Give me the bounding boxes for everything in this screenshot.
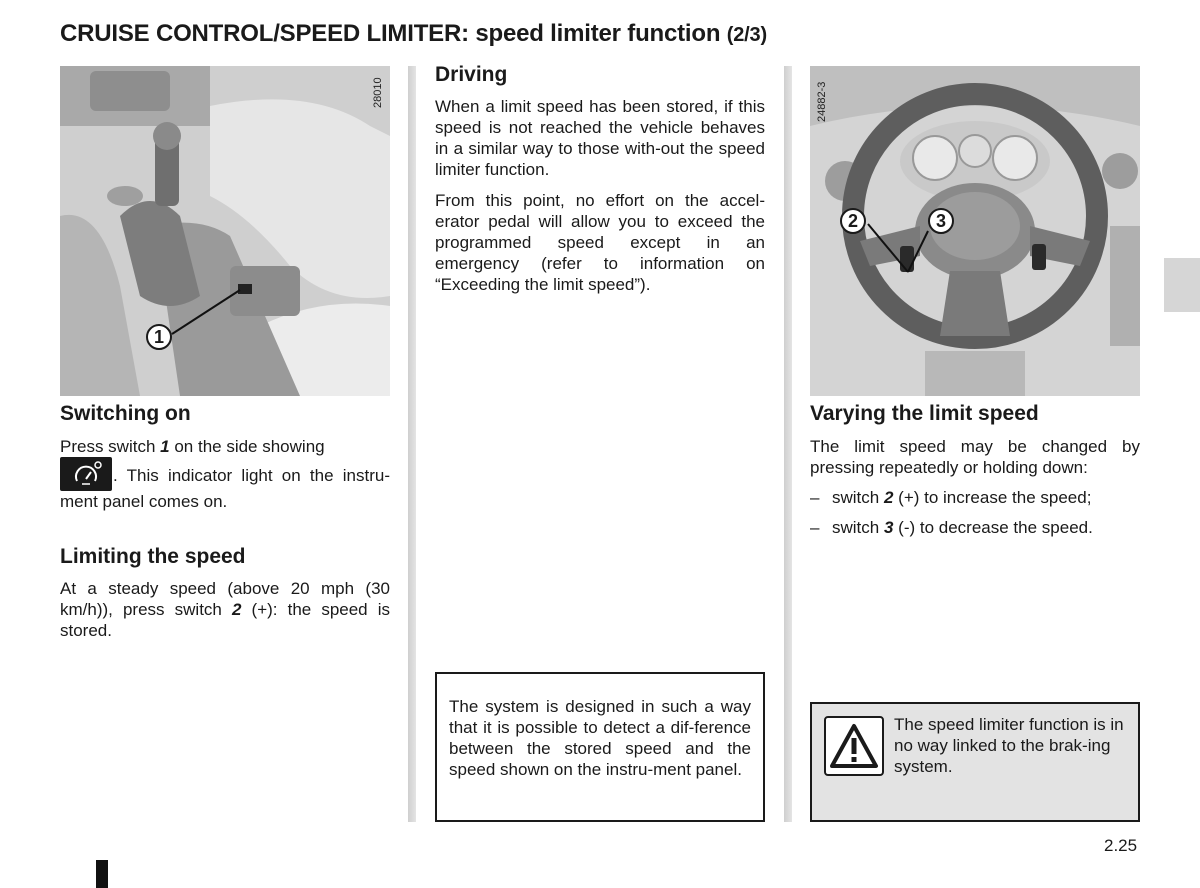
center-console-illustration <box>60 66 390 396</box>
page-corner-mark <box>96 860 108 888</box>
page-title <box>60 20 767 48</box>
photo-ref-left: 28010 <box>372 77 384 108</box>
page-part-indicator: (2/3) <box>726 24 767 46</box>
driving-paragraph-1: When a limit speed has been stored, if this speed is not reached the vehicle behaves in a similar way to those with-out the speed limiter function. <box>435 97 765 179</box>
photo-center-console <box>60 66 390 396</box>
list-item-decrease <box>810 517 1093 538</box>
text-fragment: Press switch <box>60 437 161 456</box>
switch-number: 1 <box>160 437 170 456</box>
warning-triangle-icon <box>824 716 884 776</box>
switching-on-text <box>60 436 390 512</box>
text-fragment: switch <box>832 518 884 537</box>
warning-text: The speed limiter function is in no way linked to the brak-ing system. <box>894 715 1124 776</box>
column-divider-left <box>408 66 416 822</box>
note-text: The system is designed in such a way that it is possible to detect a dif-ference between the stored speed and the speed shown on the instru-ment panel. <box>449 697 751 779</box>
switch-number: 2 <box>883 488 894 507</box>
text-fragment: At a steady speed (above 20 mph (30 km/h)), press switch <box>60 579 390 619</box>
photo-ref-right: 24882-3 <box>816 81 828 122</box>
note-box <box>435 672 765 822</box>
list-dash: – <box>810 518 820 537</box>
text-fragment: (-) to decrease the speed. <box>893 518 1093 537</box>
list-item-increase <box>810 487 1091 508</box>
text-fragment: switch <box>832 488 884 507</box>
limiting-text <box>60 578 390 641</box>
callout-1: 1 <box>146 324 172 350</box>
switch-number: 3 <box>883 518 894 537</box>
heading-limiting-the-speed: Limiting the speed <box>60 545 246 568</box>
heading-varying-limit-speed: Varying the limit speed <box>810 402 1039 425</box>
page-title-text: CRUISE CONTROL/SPEED LIMITER: speed limiter function <box>60 20 721 47</box>
callout-2: 2 <box>840 208 866 234</box>
photo-steering-wheel <box>810 66 1140 396</box>
heading-switching-on: Switching on <box>60 402 191 425</box>
switch-number: 2 <box>231 600 242 619</box>
warning-box <box>810 702 1140 822</box>
section-thumb-tab <box>1164 258 1200 312</box>
text-fragment: . This indicator light on the instru-ment panel comes on. <box>60 466 390 511</box>
list-dash: – <box>810 488 820 507</box>
text-fragment: (+) to increase the speed; <box>893 488 1092 507</box>
page-number: 2.25 <box>1104 836 1138 855</box>
column-divider-right <box>784 66 792 822</box>
heading-driving: Driving <box>435 63 508 86</box>
driving-paragraph-2: From this point, no effort on the accel-erator pedal will allow you to exceed the programmed speed except in an emergency (refer to information on “Exceeding the limit speed”). <box>435 191 765 294</box>
text-fragment: (+): the speed is stored. <box>60 600 391 640</box>
speed-limiter-indicator-icon <box>60 457 112 491</box>
callout-3: 3 <box>928 208 954 234</box>
varying-intro: The limit speed may be changed by pressing repeatedly or holding down: <box>810 437 1140 477</box>
text-fragment: on the side showing <box>169 437 325 456</box>
